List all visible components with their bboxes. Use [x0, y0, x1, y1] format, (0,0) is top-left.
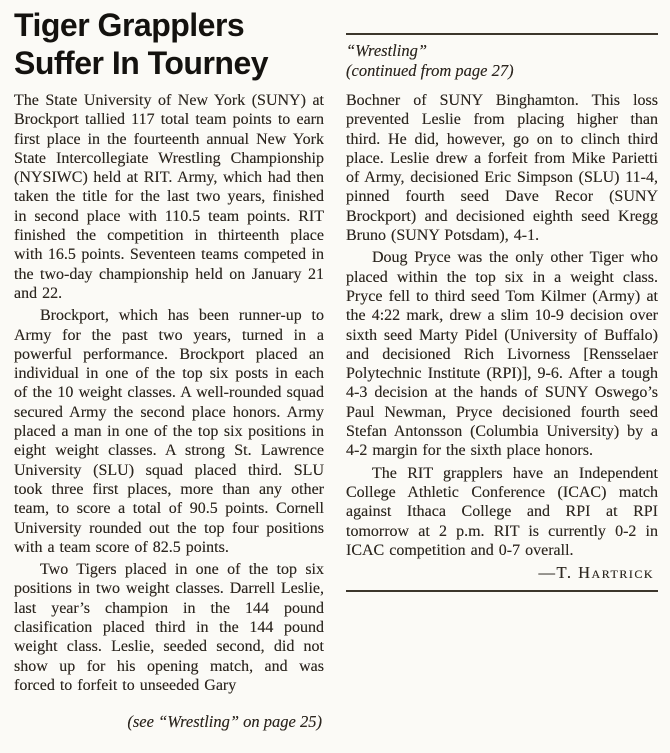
- article-paragraph: Doug Pryce was the only other Tiger who placed within the top six in a weight class. Pryce fell to third seed Tom Kilmer (Army) at the 4:22 mark, drew a slim 10-9 decision over sixth seed Marty Pidel (University of Buffalo) and decisioned Rich Livorness [Rensselaer Polytechnic Institute (RPI)], 9-6. After a tough 4-3 decision at the hands of SUNY Oswego’s Paul Newman, Pryce decisioned fourth seed Stefan Antonsson (Columbia University) by a 4-2 margin for the sixth place honors.: [346, 249, 658, 460]
- bottom-rule: [346, 590, 658, 592]
- left-column: [14, 6, 324, 732]
- right-column: [346, 33, 658, 592]
- article-paragraph: The State University of New York (SUNY) at Brockport tallied 117 total team points to earn first place in the fourteenth annual New York State Intercollegiate Wrestling Championship (NYSIWC) held at RIT. Army, which had then taken the title for the last two years, finished in second place with 110.5 team points. RIT finished the competition in thirteenth place with 16.5 points. Seventeen teams competed in the two-day championship held on January 21 and 22.: [14, 92, 324, 302]
- article-paragraph: Bochner of SUNY Binghamton. This loss prevented Leslie from placing higher than third. He did, however, go on to clinch third place. Leslie drew a forfeit from Mike Parietti of Army, decisioned Eric Simpson (SLU) 11-4, pinned fourth seed Dave Recor (SUNY Brockport) and decisioned eighth seed Kregg Bruno (SUNY Potsdam), 4-1.: [346, 92, 658, 245]
- article-paragraph: The RIT grapplers have an Independent College Athletic Conference (ICAC) match against Ithaca College and RPI at RPI tomorrow at 2 p.m. RIT is currently 0-2 in ICAC competition and 0-7 overall.: [346, 464, 658, 559]
- article-headline: [14, 6, 324, 82]
- headline-line-2: Suffer In Tourney: [14, 45, 269, 81]
- continuation-title: “Wrestling”: [346, 41, 427, 60]
- jump-line: (see “Wrestling” on page 25): [127, 712, 322, 732]
- continuation-header: [346, 41, 658, 81]
- article-paragraph: Two Tigers placed in one of the top six positions in two weight classes. Darrell Leslie, last year’s champion in the 144 pound clasification placed third in the 144 pound weight class. Leslie, seeded second, did not show up for his opening match, and was forced to forfeit to unseeded Gary: [14, 561, 324, 694]
- top-rule: [346, 33, 658, 35]
- byline: —T. Hartrick: [538, 563, 654, 583]
- continuation-subtitle: (continued from page 27): [346, 61, 514, 80]
- headline-line-1: Tiger Grapplers: [14, 7, 245, 43]
- article-paragraph: Brockport, which has been runner-up to Army for the past two years, turned in a powerful performance. Brockport placed an individual in one of the top six posts in each of the 10 weight classes. A well-rounded squad secured Army the second place honors. Army placed a man in one of the top six positions in eight weight classes. A strong St. Lawrence University (SLU) squad placed third. SLU took three first places, more than any other team, to score a total of 90.5 points. Cornell University rounded out the top four positions with a team score of 82.5 points.: [14, 307, 324, 556]
